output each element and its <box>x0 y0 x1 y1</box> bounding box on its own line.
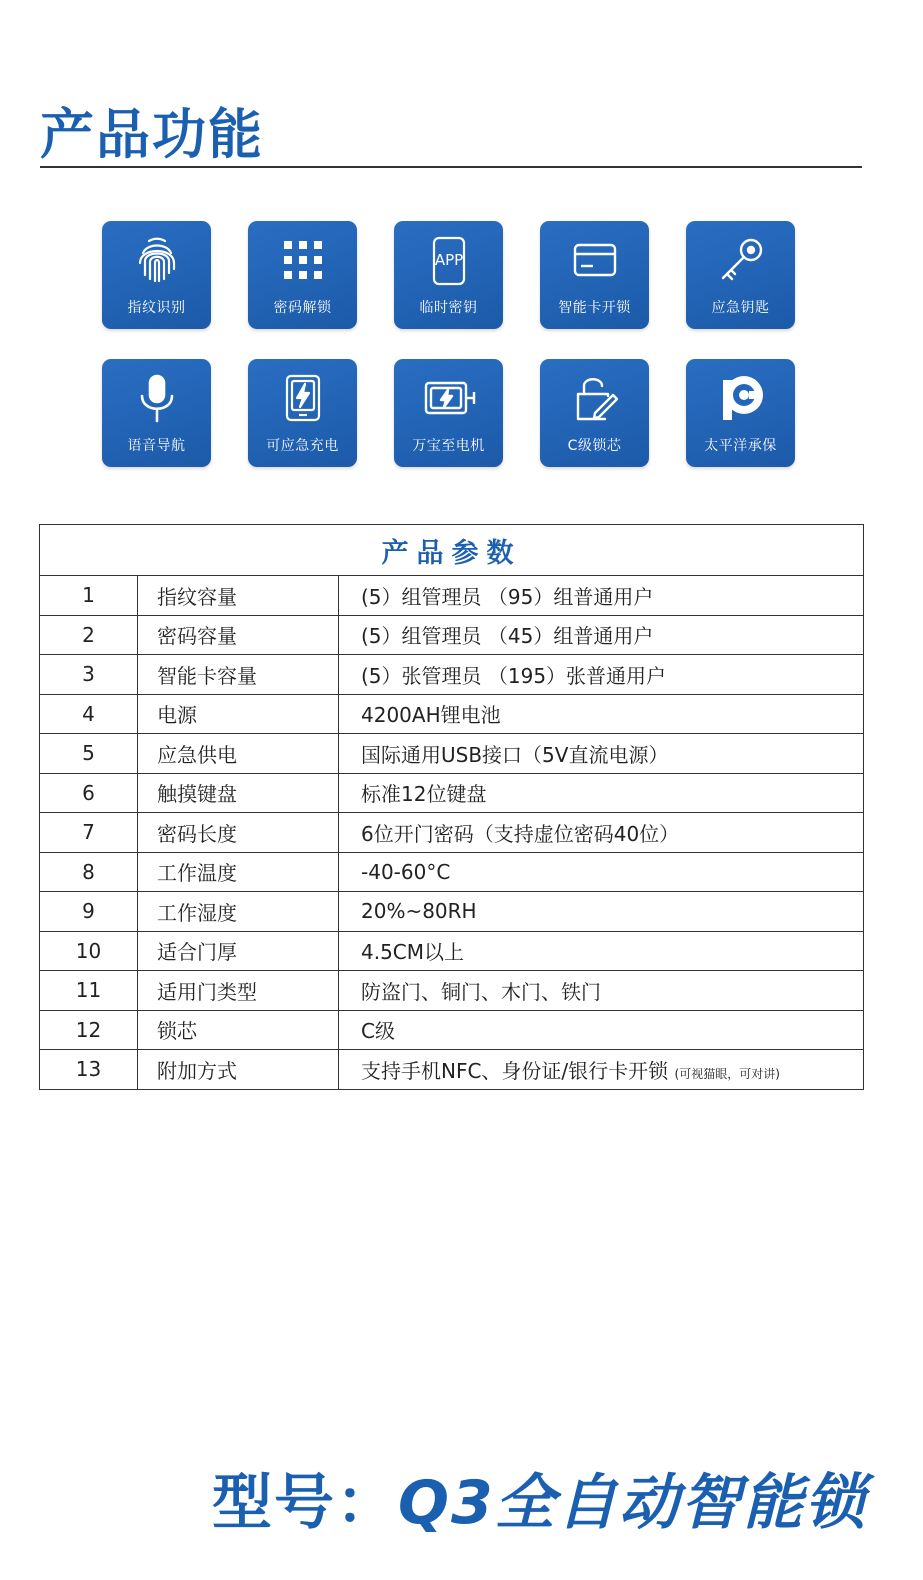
table-row <box>40 1050 864 1090</box>
param-value-cell <box>339 734 864 774</box>
param-name: 电源 <box>138 694 339 734</box>
param-value: 标准12位键盘 <box>361 782 487 807</box>
param-value-cell <box>339 852 864 892</box>
param-value: C级 <box>361 1019 395 1044</box>
table-title: 产品参数 <box>40 525 864 576</box>
table-row <box>40 931 864 971</box>
feature-tile-lock-core <box>540 359 649 467</box>
feature-tile-voice <box>102 359 211 467</box>
insurance-logo-icon <box>713 371 769 427</box>
feature-label: C级锁芯 <box>567 438 622 454</box>
param-name: 工作湿度 <box>138 892 339 932</box>
charging-phone-icon <box>275 371 331 427</box>
table-row <box>40 655 864 695</box>
row-number: 3 <box>40 655 138 695</box>
key-icon <box>713 233 769 289</box>
feature-label: 临时密钥 <box>419 300 478 316</box>
table-row <box>40 1010 864 1050</box>
row-number: 1 <box>40 576 138 616</box>
row-number: 5 <box>40 734 138 774</box>
param-value-cell <box>339 971 864 1011</box>
table-row <box>40 734 864 774</box>
table-row <box>40 813 864 853</box>
feature-tile-motor <box>394 359 503 467</box>
row-number: 2 <box>40 615 138 655</box>
table-row <box>40 615 864 655</box>
param-name: 智能卡容量 <box>138 655 339 695</box>
feature-tile-insurance <box>686 359 795 467</box>
param-name: 密码容量 <box>138 615 339 655</box>
feature-label: 应急钥匙 <box>711 300 770 316</box>
param-value-cell <box>339 892 864 932</box>
feature-tile-charging <box>248 359 357 467</box>
feature-tile-fingerprint <box>102 221 211 329</box>
title-divider <box>40 166 862 168</box>
param-value: 4.5CM以上 <box>361 940 465 965</box>
lock-core-icon <box>567 371 623 427</box>
row-number: 12 <box>40 1010 138 1050</box>
card-icon <box>567 233 623 289</box>
row-number: 8 <box>40 852 138 892</box>
microphone-icon <box>129 371 185 427</box>
table-row <box>40 694 864 734</box>
model-label: 型号： <box>212 1468 398 1538</box>
param-note: (可视猫眼，可对讲) <box>674 1066 780 1081</box>
fingerprint-icon <box>129 233 185 289</box>
row-number: 10 <box>40 931 138 971</box>
param-value-cell <box>339 813 864 853</box>
row-number: 11 <box>40 971 138 1011</box>
row-number: 6 <box>40 773 138 813</box>
row-number: 9 <box>40 892 138 932</box>
param-name: 适合门厚 <box>138 931 339 971</box>
param-value-cell <box>339 773 864 813</box>
row-number: 4 <box>40 694 138 734</box>
param-name: 工作温度 <box>138 852 339 892</box>
feature-label: 智能卡开锁 <box>558 300 631 316</box>
feature-grid <box>102 221 796 467</box>
param-value: 20%~80RH <box>361 899 477 924</box>
param-name: 触摸键盘 <box>138 773 339 813</box>
feature-label: 密码解锁 <box>273 300 332 316</box>
param-value-cell <box>339 931 864 971</box>
param-value-cell <box>339 1050 864 1090</box>
param-value-cell <box>339 1010 864 1050</box>
feature-label: 太平洋承保 <box>704 438 777 454</box>
feature-tile-password <box>248 221 357 329</box>
row-number: 7 <box>40 813 138 853</box>
param-name: 适用门类型 <box>138 971 339 1011</box>
spec-table <box>39 524 864 1090</box>
feature-label: 语音导航 <box>127 438 186 454</box>
table-row <box>40 971 864 1011</box>
param-value: 6位开门密码（支持虚位密码40位） <box>361 821 680 846</box>
row-number: 13 <box>40 1050 138 1090</box>
table-row <box>40 773 864 813</box>
param-value: 国际通用USB接口（5V直流电源） <box>361 742 669 767</box>
keypad-icon <box>275 233 331 289</box>
param-name: 锁芯 <box>138 1010 339 1050</box>
app-phone-icon <box>421 233 477 289</box>
model-line <box>212 1455 867 1541</box>
feature-label: 指纹识别 <box>127 300 186 316</box>
feature-tile-temp-key <box>394 221 503 329</box>
feature-label: 万宝至电机 <box>412 438 485 454</box>
feature-tile-smart-card <box>540 221 649 329</box>
param-name: 应急供电 <box>138 734 339 774</box>
param-value: (5）组管理员 （45）组普通用户 <box>361 624 654 649</box>
model-value: Q3全自动智能锁 <box>398 1468 867 1538</box>
param-value: -40-60°C <box>361 859 451 884</box>
param-value-cell <box>339 615 864 655</box>
svg-text:APP: APP <box>434 251 463 269</box>
feature-tile-emergency-key <box>686 221 795 329</box>
param-name: 指纹容量 <box>138 576 339 616</box>
table-row <box>40 576 864 616</box>
param-value-cell <box>339 576 864 616</box>
param-name: 附加方式 <box>138 1050 339 1090</box>
feature-label: 可应急充电 <box>266 438 339 454</box>
table-row <box>40 892 864 932</box>
param-value-cell <box>339 655 864 695</box>
motor-icon <box>421 371 477 427</box>
table-row <box>40 852 864 892</box>
param-value: 防盗门、铜门、木门、铁门 <box>361 979 601 1004</box>
section-title: 产品功能 <box>40 103 264 166</box>
param-value: (5）张管理员 （195）张普通用户 <box>361 663 667 688</box>
param-value: 支持手机NFC、身份证/银行卡开锁 <box>361 1058 669 1083</box>
param-value: 4200AH锂电池 <box>361 703 501 728</box>
param-value: (5）组管理员 （95）组普通用户 <box>361 584 654 609</box>
param-value-cell <box>339 694 864 734</box>
param-name: 密码长度 <box>138 813 339 853</box>
